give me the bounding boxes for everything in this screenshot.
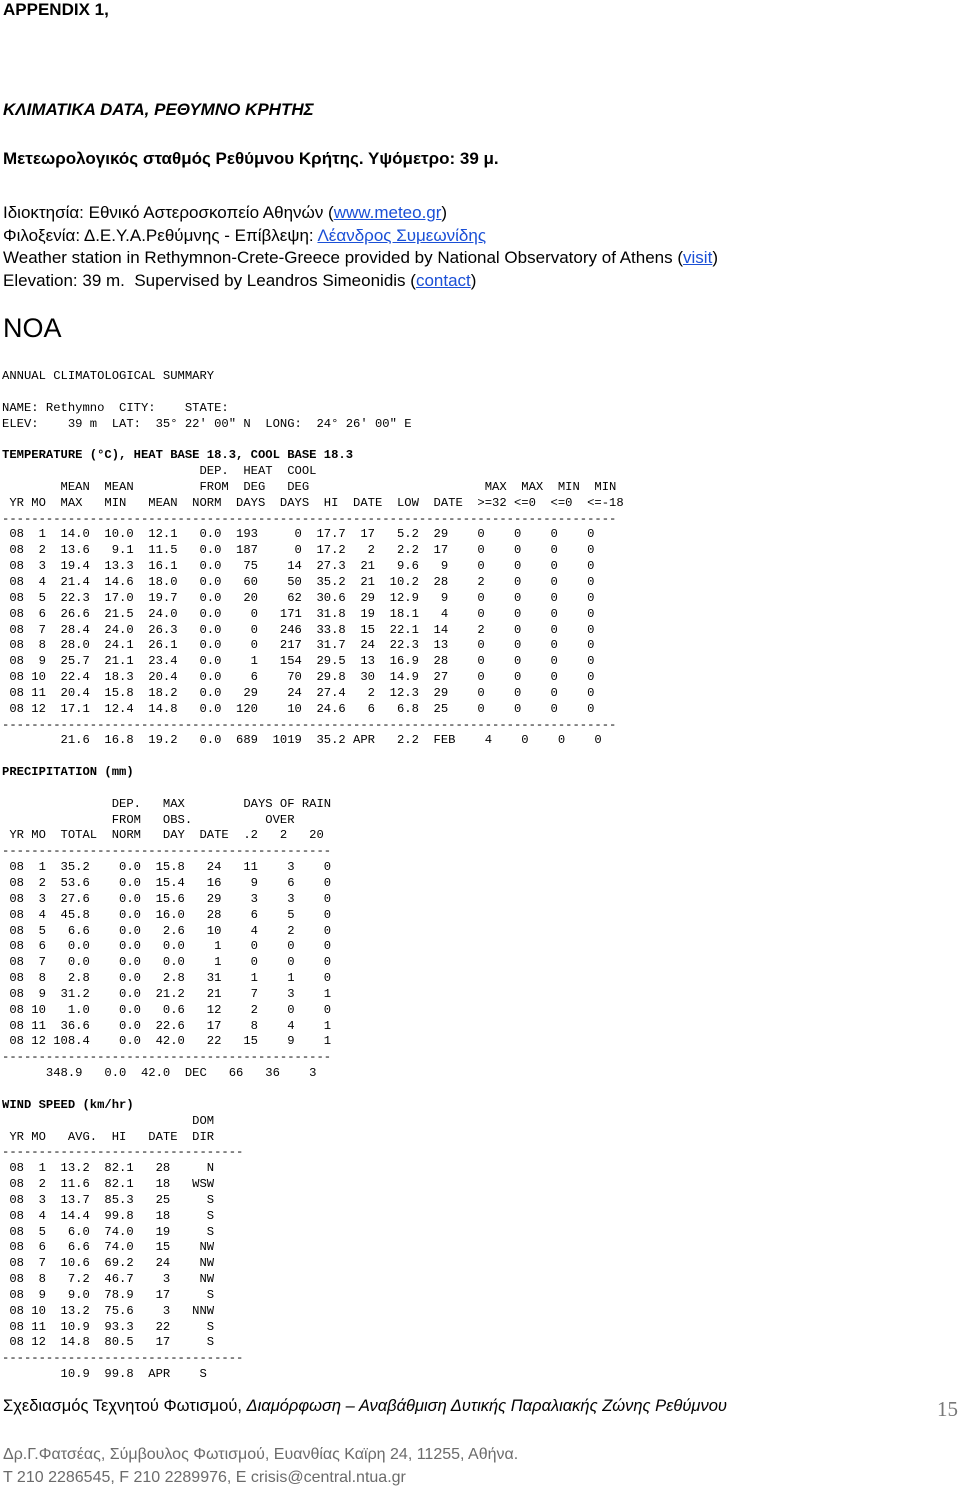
wind-separator: ---------------------------------: [2, 1351, 244, 1366]
noa-label: NOA: [3, 313, 62, 343]
station-name-line: NAME: Rethymno CITY: STATE:: [2, 400, 229, 415]
precipitation-title: PRECIPITATION (mm): [2, 765, 134, 780]
blank-line: [2, 781, 624, 797]
table-row: 08 11 36.6 0.0 22.6 17 8 4 1: [2, 1018, 332, 1033]
table-row: 08 5 6.0 74.0 19 S: [2, 1224, 215, 1239]
english-station-prefix: Weather station in Rethymnon-Crete-Greece provided by National Observatory of Athens (: [3, 248, 684, 267]
visit-link[interactable]: visit: [683, 248, 713, 267]
temperature-title: TEMPERATURE (°C), HEAT BASE 18.3, COOL BASE 18.3: [2, 448, 354, 463]
table-row: 08 12 17.1 12.4 14.8 0.0 120 10 24.6 6 6.8 25 0 0 0 0: [2, 701, 595, 716]
temperature-separator: ------------------------------------------------------------------------------------: [2, 511, 617, 526]
hosting-prefix: Φιλοξενία: Δ.Ε.Υ.Α.Ρεθύμνης - Επίβλεψη:: [3, 226, 318, 245]
table-row: 08 9 9.0 78.9 17 S: [2, 1287, 215, 1302]
owner-line: [3, 203, 447, 223]
table-row: 08 1 13.2 82.1 28 N: [2, 1161, 215, 1176]
english-station-suffix: ): [712, 248, 718, 267]
english-elev-prefix: Elevation: 39 m. Supervised by Leandros Simeonidis (: [3, 271, 416, 290]
wind-header-line: DOM: [2, 1113, 215, 1128]
table-row: 08 8 7.2 46.7 3 NW: [2, 1272, 215, 1287]
table-row: 08 3 13.7 85.3 25 S: [2, 1192, 215, 1207]
climatic-heading: ΚΛΙΜΑΤΙΚΑ DATA, ΡΕΘΥΜΝΟ ΚΡΗΤΗΣ: [3, 100, 314, 119]
owner-suffix: ): [441, 203, 448, 222]
table-row: 08 9 25.7 21.1 23.4 0.0 1 154 29.5 13 16.9 28 0 0 0 0: [2, 654, 595, 669]
table-row: 08 1 35.2 0.0 15.8 24 11 3 0: [2, 860, 332, 875]
english-station-line: [3, 248, 718, 268]
precipitation-header-line: FROM OBS. OVER: [2, 812, 295, 827]
contact-link[interactable]: contact: [415, 271, 471, 290]
precipitation-total: 348.9 0.0 42.0 DEC 66 36 3: [2, 1066, 317, 1081]
precipitation-header-line: YR MO TOTAL NORM DAY DATE .2 2 20: [2, 828, 324, 843]
blank-line: [2, 385, 624, 401]
temperature-header-line: YR MO MAX MIN MEAN NORM DAYS DAYS HI DATE LOW DATE >=32 <=0 <=0 <=-18: [2, 495, 624, 510]
table-row: 08 12 108.4 0.0 42.0 22 15 9 1: [2, 1034, 332, 1049]
table-row: 08 1 14.0 10.0 12.1 0.0 193 0 17.7 17 5.2 29 0 0 0 0: [2, 527, 595, 542]
table-row: 08 6 6.6 74.0 15 NW: [2, 1240, 215, 1255]
blank-line: [2, 432, 624, 448]
supervisor-link[interactable]: Λέανδρος Συμεωνίδης: [317, 226, 487, 245]
precipitation-separator: ---------------------------------------------: [2, 1050, 332, 1065]
meteo-link[interactable]: www.meteo.gr: [333, 203, 442, 222]
temperature-header-line: DEP. HEAT COOL: [2, 464, 317, 479]
table-row: 08 4 14.4 99.8 18 S: [2, 1208, 215, 1223]
table-row: 08 5 6.6 0.0 2.6 10 4 2 0: [2, 923, 332, 938]
table-row: 08 2 13.6 9.1 11.5 0.0 187 0 17.2 2 2.2 17 0 0 0 0: [2, 543, 595, 558]
precipitation-separator: ---------------------------------------------: [2, 844, 332, 859]
owner-prefix: Ιδιοκτησία: Εθνικό Αστεροσκοπείο Αθηνών (: [3, 203, 334, 222]
footer-contact-line: T 210 2286545, F 210 2289976, E crisis@central.ntua.gr: [3, 1469, 406, 1486]
table-row: 08 11 10.9 93.3 22 S: [2, 1319, 215, 1334]
appendix-title: APPENDIX 1,: [3, 0, 109, 19]
table-row: 08 2 53.6 0.0 15.4 16 9 6 0: [2, 876, 332, 890]
wind-rows: [2, 1161, 624, 1351]
station-heading: Μετεωρολογικός σταθμός Ρεθύμνου Κρήτης. Υψόμετρο: 39 μ.: [3, 149, 499, 168]
blank-line: [2, 749, 624, 765]
summary-title: ANNUAL CLIMATOLOGICAL SUMMARY: [2, 369, 215, 383]
table-row: 08 3 27.6 0.0 15.6 29 3 3 0: [2, 891, 332, 906]
page-number: 15: [937, 1397, 958, 1421]
table-row: 08 4 45.8 0.0 16.0 28 6 5 0: [2, 907, 332, 922]
table-row: 08 10 22.4 18.3 20.4 0.0 6 70 29.8 30 14.9 27 0 0 0 0: [2, 670, 595, 685]
hosting-line: [3, 226, 486, 246]
table-row: 08 9 31.2 0.0 21.2 21 7 3 1: [2, 986, 332, 1001]
table-row: 08 8 28.0 24.1 26.1 0.0 0 217 31.7 24 22.3 13 0 0 0 0: [2, 638, 595, 653]
table-row: 08 6 0.0 0.0 0.0 1 0 0 0: [2, 939, 332, 954]
table-row: 08 7 0.0 0.0 0.0 1 0 0 0: [2, 955, 332, 970]
precipitation-rows: [2, 860, 624, 1050]
table-row: 08 8 2.8 0.0 2.8 31 1 1 0: [2, 971, 332, 986]
temperature-rows: [2, 527, 624, 717]
climate-report: [2, 369, 624, 1383]
english-elev-suffix: ): [470, 271, 477, 290]
wind-separator: ---------------------------------: [2, 1145, 244, 1160]
wind-header-line: YR MO AVG. HI DATE DIR: [2, 1129, 215, 1144]
table-row: 08 5 22.3 17.0 19.7 0.0 20 62 30.6 29 12.9 9 0 0 0 0: [2, 590, 595, 605]
precipitation-header-line: DEP. MAX DAYS OF RAIN: [2, 796, 332, 811]
table-row: 08 12 14.8 80.5 17 S: [2, 1335, 215, 1350]
blank-line: [2, 1082, 624, 1098]
footer-author-line: Δρ.Γ.Φατσέας, Σύμβουλος Φωτισμού, Ευανθίας Καϊρη 24, 11255, Αθήνα.: [3, 1446, 519, 1463]
wind-header: [2, 1114, 624, 1146]
footer-project-italic: Διαμόρφωση – Αναβάθμιση Δυτικής Παραλιακής Ζώνης Ρεθύμνου: [246, 1397, 727, 1415]
temperature-header: [2, 464, 624, 512]
english-elev-line: [3, 271, 476, 291]
footer-project-line: [3, 1397, 727, 1416]
table-row: 08 11 20.4 15.8 18.2 0.0 29 24 27.4 2 12.3 29 0 0 0 0: [2, 685, 595, 700]
station-elev-line: ELEV: 39 m LAT: 35° 22' 00" N LONG: 24° 26' 00" E: [2, 416, 412, 431]
footer-project-plain: Σχεδιασμός Τεχνητού Φωτισμού,: [3, 1397, 247, 1415]
precipitation-header: [2, 797, 624, 845]
wind-title: WIND SPEED (km/hr): [2, 1097, 134, 1112]
wind-total: 10.9 99.8 APR S: [2, 1367, 207, 1382]
table-row: 08 7 28.4 24.0 26.3 0.0 0 246 33.8 15 22.1 14 2 0 0 0: [2, 622, 595, 637]
table-row: 08 3 19.4 13.3 16.1 0.0 75 14 27.3 21 9.6 9 0 0 0 0: [2, 559, 595, 574]
temperature-header-line: MEAN MEAN FROM DEG DEG MAX MAX MIN MIN: [2, 479, 617, 494]
table-row: 08 10 1.0 0.0 0.6 12 2 0 0: [2, 1002, 332, 1017]
table-row: 08 10 13.2 75.6 3 NNW: [2, 1303, 215, 1318]
temperature-separator: ------------------------------------------------------------------------------------: [2, 717, 617, 732]
table-row: 08 7 10.6 69.2 24 NW: [2, 1256, 215, 1271]
temperature-total: 21.6 16.8 19.2 0.0 689 1019 35.2 APR 2.2 FEB 4 0 0 0: [2, 733, 602, 748]
table-row: 08 4 21.4 14.6 18.0 0.0 60 50 35.2 21 10.2 28 2 0 0 0: [2, 574, 595, 589]
table-row: 08 2 11.6 82.1 18 WSW: [2, 1177, 215, 1192]
table-row: 08 6 26.6 21.5 24.0 0.0 0 171 31.8 19 18.1 4 0 0 0 0: [2, 606, 595, 621]
